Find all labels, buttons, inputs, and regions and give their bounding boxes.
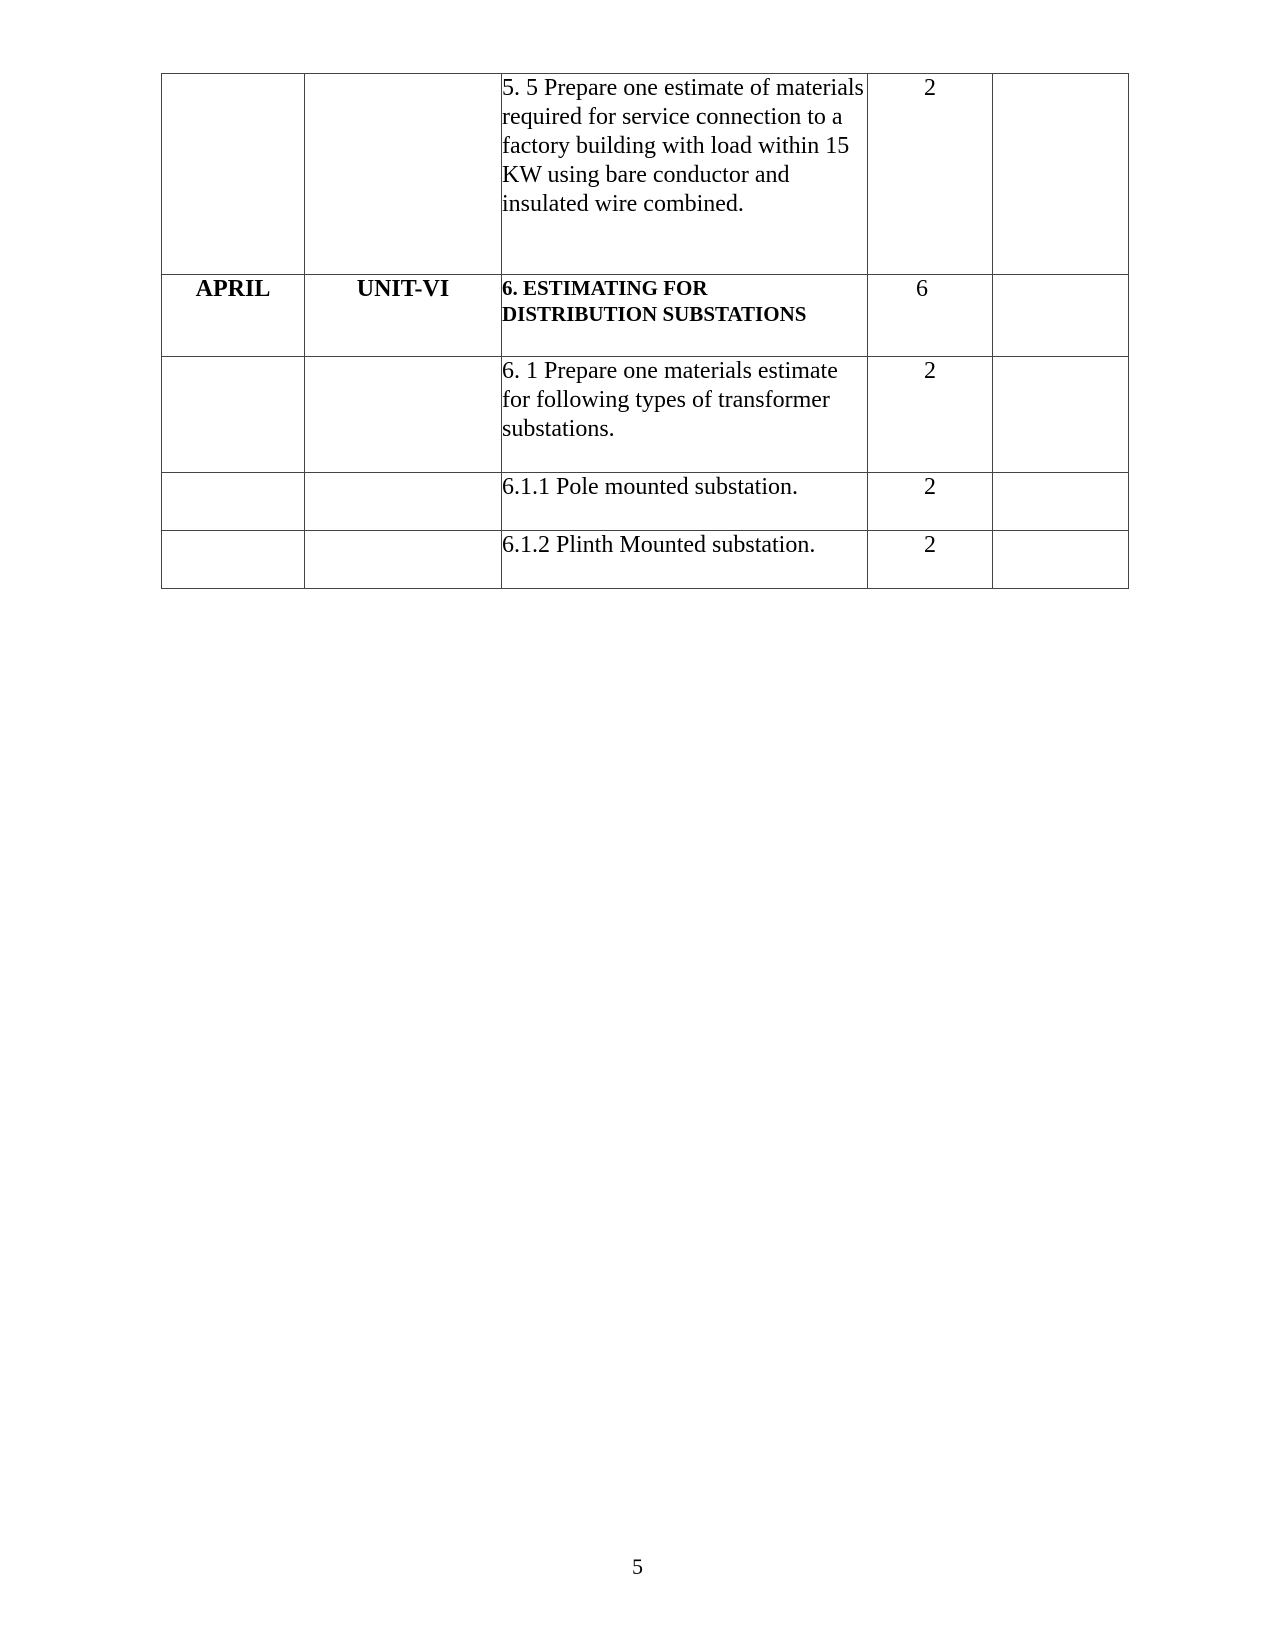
hours-cell: 2 [868,473,993,531]
table-row [162,275,1129,357]
hours-cell: 2 [868,357,993,473]
month-cell [162,357,305,473]
month-cell [162,473,305,531]
topic-cell: 6.1.1 Pole mounted substation. [502,473,868,531]
remarks-cell [993,473,1129,531]
remarks-cell [993,275,1129,357]
unit-heading-cell: 6. ESTIMATING FOR DISTRIBUTION SUBSTATIONS [502,275,868,357]
unit-cell [305,357,502,473]
page-number: 5 [632,1554,643,1579]
remarks-cell [993,357,1129,473]
topic-cell: 6. 1 Prepare one materials estimate for following types of transformer substations. [502,357,868,473]
month-cell: APRIL [162,275,305,357]
unit-cell [305,473,502,531]
hours-cell: 2 [868,74,993,275]
unit-cell [305,74,502,275]
remarks-cell [993,531,1129,589]
hours-cell: 2 [868,531,993,589]
table-row [162,357,1129,473]
unit-cell [305,531,502,589]
topic-cell: 6.1.2 Plinth Mounted substation. [502,531,868,589]
table-row [162,473,1129,531]
month-cell [162,531,305,589]
unit-cell: UNIT-VI [305,275,502,357]
month-cell [162,74,305,275]
topic-cell: 5. 5 Prepare one estimate of materials required for service connection to a factory building with load within 15 KW using bare conductor and insulated wire combined. [502,74,868,275]
hours-cell: 6 [868,275,993,357]
table-row [162,531,1129,589]
lesson-plan-table [161,73,1129,589]
table-row [162,74,1129,275]
remarks-cell [993,74,1129,275]
